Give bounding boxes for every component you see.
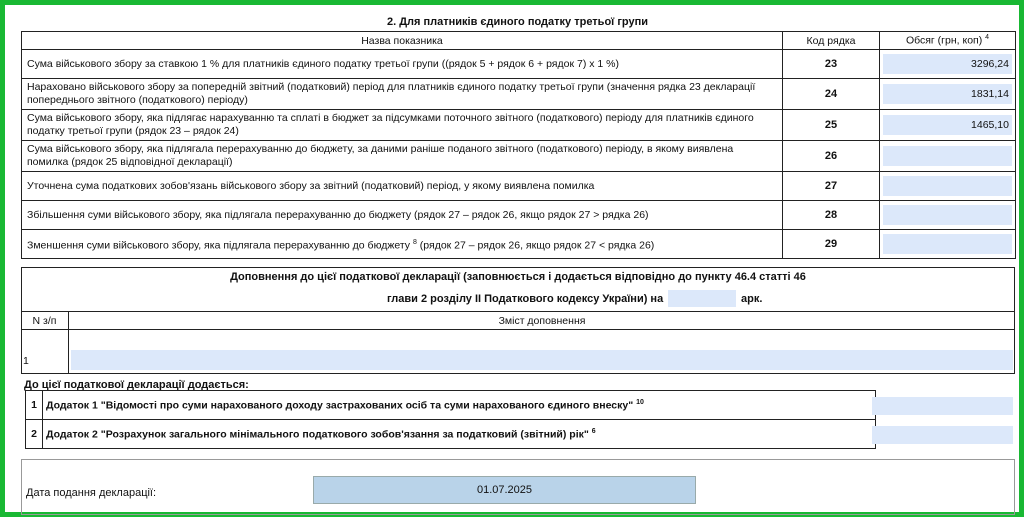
row-name: Сума військового збору, яка підлягала перерахуванню до бюджету, за даними раніше поданого звітного (податкового) періоду, в якому виявлена помилка (рядок 25 відповідної декларації)	[22, 141, 783, 172]
attachment-num: 1	[26, 391, 43, 420]
row-name: Збільшення суми військового збору, яка підлягала перерахуванню до бюджету (рядок 27 – рядок 26, якщо рядок 27 > рядка 26)	[22, 201, 783, 230]
attachment-row	[26, 391, 876, 420]
additions-row-num: 1	[23, 355, 29, 367]
sheets-suffix: арк.	[741, 293, 763, 305]
row-name: Уточнена сума податкових зобов'язань військового збору за звітний (податковий) період, у якому виявлена помилка	[22, 172, 783, 201]
attachments-table	[25, 390, 876, 449]
attachments-label: До цієї податкової декларації додається:	[24, 379, 249, 391]
row-code: 23	[783, 50, 880, 79]
table-row	[22, 172, 1016, 201]
row-value-field[interactable]: 3296,24	[883, 54, 1012, 74]
divider	[21, 329, 1015, 330]
row-value-field[interactable]	[883, 146, 1012, 166]
additions-title-line2: глави 2 розділу ІІ Податкового кодексу України) на	[387, 293, 664, 305]
row-code: 26	[783, 141, 880, 172]
additions-content-header: Зміст доповнення	[498, 315, 586, 327]
table-row	[22, 79, 1016, 110]
row-code: 24	[783, 79, 880, 110]
table-row	[22, 110, 1016, 141]
submission-date-label: Дата подання декларації:	[26, 487, 157, 499]
table-row	[22, 50, 1016, 79]
table-row	[22, 141, 1016, 172]
table-header-row	[22, 32, 1016, 50]
attachment-row	[26, 420, 876, 449]
additions-num-header: N з/п	[32, 315, 57, 327]
row-code: 27	[783, 172, 880, 201]
row-code: 25	[783, 110, 880, 141]
row-value-field[interactable]	[883, 176, 1012, 196]
attachment-1-field[interactable]	[872, 397, 1013, 415]
row-name: Зменшення суми військового збору, яка підлягала перерахуванню до бюджету $^8$ (рядок 27 – рядок 26, якщо рядок 27 < рядка 26)	[22, 230, 783, 259]
divider	[21, 311, 1015, 312]
row-value-field[interactable]: 1465,10	[883, 115, 1012, 135]
additions-title: Доповнення до цієї податкової декларації (заповнюється і додається відповідно до пункту 46.4 статті 46	[230, 271, 806, 283]
military-levy-table	[21, 31, 1016, 259]
header-code: Код рядка	[783, 32, 880, 50]
sheets-count-field[interactable]	[668, 290, 736, 307]
attachment-text: Додаток 1 "Відомості про суми нарахованого доходу застрахованих осіб та суми нарахованого єдиного внеску" $^{10}$	[43, 391, 876, 420]
attachment-text: Додаток 2 "Розрахунок загального мінімального податкового зобов'язання за податковий (звітний) рік" $^6$	[43, 420, 876, 449]
header-volume: Обсяг (грн, коп) $^4$	[880, 32, 1016, 50]
table-row	[22, 230, 1016, 259]
row-code: 28	[783, 201, 880, 230]
additions-content-field[interactable]	[71, 350, 1013, 370]
row-value-field[interactable]	[883, 234, 1012, 254]
attachment-2-field[interactable]	[872, 426, 1013, 444]
submission-date-field[interactable]: 01.07.2025	[313, 476, 696, 504]
table-row	[22, 201, 1016, 230]
row-name: Нараховано військового збору за попередній звітний (податковий) період для платників єдиного податку третьої групи (значення рядка 23 декларації попереднього звітного (податкового) періоду)	[22, 79, 783, 110]
header-name: Назва показника	[22, 32, 783, 50]
row-value-field[interactable]: 1831,14	[883, 84, 1012, 104]
row-name: Сума військового збору, яка підлягає нарахуванню та сплаті в бюджет за підсумками поточного звітного (податкового) періоду для платників єдиного податку третьої групи (рядок 23 – рядок 24)	[22, 110, 783, 141]
row-name: Сума військового збору за ставкою 1 % для платників єдиного податку третьої групи ((рядок 5 + рядок 6 + рядок 7) х 1 %)	[22, 50, 783, 79]
row-value-field[interactable]	[883, 205, 1012, 225]
row-code: 29	[783, 230, 880, 259]
section-title: 2. Для платників єдиного податку третьої групи	[386, 16, 648, 28]
attachment-num: 2	[26, 420, 43, 449]
